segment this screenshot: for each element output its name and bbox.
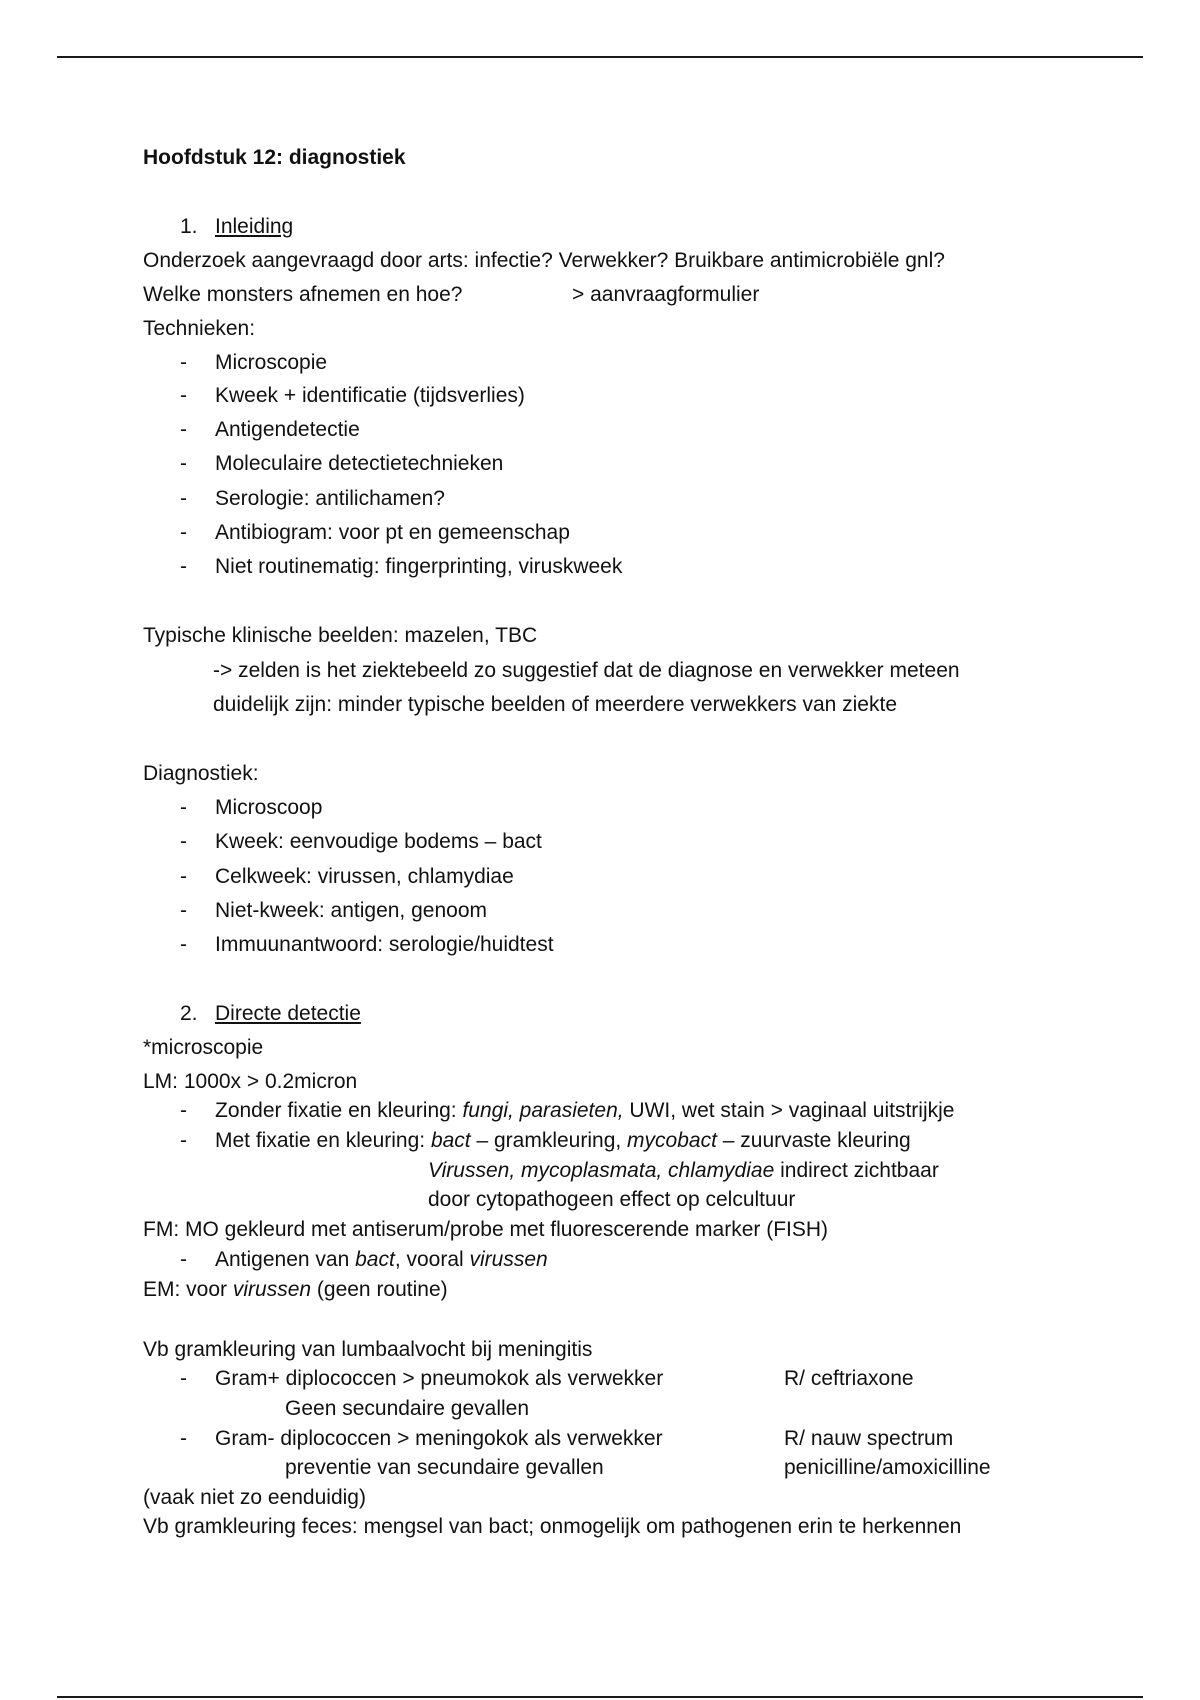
list-item: Moleculaire detectietechnieken — [215, 452, 504, 475]
list-bullet: - — [180, 1367, 187, 1390]
gram-positive-treatment: R/ ceftriaxone — [784, 1367, 914, 1390]
list-item: Microscopie — [215, 351, 328, 374]
list-bullet: - — [180, 1248, 187, 1271]
italic-run: virussen — [469, 1248, 548, 1271]
list-item: Kweek + identificatie (tijdsverlies) — [215, 384, 525, 407]
list-bullet: - — [180, 1099, 187, 1122]
intro-line-2-note: > aanvraagformulier — [572, 283, 760, 306]
page-title: Hoofdstuk 12: diagnostiek — [143, 146, 406, 169]
section1-number: 1. — [180, 215, 198, 238]
lm-item-fixation-cont-2: door cytopathogeen effect op celcultuur — [428, 1188, 796, 1211]
list-item: Celkweek: virussen, chlamydiae — [215, 865, 514, 888]
text-run: Zonder fixatie en kleuring: — [215, 1099, 463, 1122]
list-bullet: - — [180, 933, 187, 956]
bottom-rule — [57, 1696, 1143, 1698]
example-1-label: Vb gramkleuring van lumbaalvocht bij meningitis — [143, 1338, 593, 1361]
techniques-label: Technieken: — [143, 317, 256, 340]
section1-title: Inleiding — [215, 215, 294, 238]
intro-line-2: Welke monsters afnemen en hoe? — [143, 283, 463, 306]
top-rule — [57, 56, 1143, 58]
italic-run: bact — [430, 1129, 471, 1152]
list-bullet: - — [180, 899, 187, 922]
list-item: Serologie: antilichamen? — [215, 487, 445, 510]
diagnostics-label: Diagnostiek: — [143, 762, 259, 785]
list-bullet: - — [180, 555, 187, 578]
text-run: Met fixatie en kleuring: — [215, 1129, 431, 1152]
microscopy-subheading: *microscopie — [143, 1036, 264, 1059]
list-item: Antigendetectie — [215, 418, 360, 441]
text-run: indirect zichtbaar — [774, 1159, 939, 1182]
text-run: – zuurvaste kleuring — [716, 1129, 911, 1152]
gram-negative-treatment-1: R/ nauw spectrum — [784, 1427, 954, 1450]
list-bullet: - — [180, 521, 187, 544]
fm-line: FM: MO gekleurd met antiserum/probe met fluorescerende marker (FISH) — [143, 1218, 829, 1241]
example-2-label: Vb gramkleuring feces: mengsel van bact; onmogelijk om pathogenen erin te herkennen — [143, 1515, 962, 1538]
text-run: EM: voor — [143, 1278, 233, 1301]
fm-item — [215, 1247, 548, 1273]
text-run: UWI, wet stain > vaginaal uitstrijkje — [623, 1099, 955, 1122]
list-bullet: - — [180, 1427, 187, 1450]
text-run: (geen routine) — [311, 1278, 448, 1301]
gram-negative-treatment-2: penicilline/amoxicilline — [784, 1456, 991, 1479]
gram-negative-item: Gram- diplococcen > meningokok als verwekker — [215, 1427, 663, 1450]
italic-run: Virussen, mycoplasmata, chlamydiae — [428, 1159, 775, 1182]
list-bullet: - — [180, 865, 187, 888]
list-bullet: - — [180, 487, 187, 510]
list-item: Niet-kweek: antigen, genoom — [215, 899, 487, 922]
list-bullet: - — [180, 384, 187, 407]
text-run: – gramkleuring, — [470, 1129, 628, 1152]
list-bullet: - — [180, 351, 187, 374]
typical-note-2: duidelijk zijn: minder typische beelden of meerdere verwekkers van ziekte — [213, 693, 897, 716]
list-bullet: - — [180, 1129, 187, 1152]
typical-label: Typische klinische beelden: mazelen, TBC — [143, 624, 538, 647]
lm-item-fixation — [215, 1128, 911, 1154]
list-bullet: - — [180, 830, 187, 853]
em-line — [143, 1277, 448, 1303]
italic-run: mycobact — [627, 1129, 717, 1152]
italic-run: virussen — [232, 1278, 312, 1301]
gram-positive-note: Geen secundaire gevallen — [285, 1397, 530, 1420]
typical-note-1: -> zelden is het ziektebeeld zo suggestief dat de diagnose en verwekker meteen — [213, 659, 960, 682]
italic-run: bact — [355, 1248, 395, 1271]
list-item: Microscoop — [215, 796, 323, 819]
list-item: Antibiogram: voor pt en gemeenschap — [215, 521, 570, 544]
section2-number: 2. — [180, 1002, 198, 1025]
lm-item-no-fixation — [215, 1098, 954, 1124]
lm-item-fixation-cont-1 — [428, 1158, 939, 1184]
list-bullet: - — [180, 418, 187, 441]
gram-positive-item: Gram+ diplococcen > pneumokok als verwekker — [215, 1367, 664, 1390]
list-item: Kweek: eenvoudige bodems – bact — [215, 830, 542, 853]
text-run: , vooral — [394, 1248, 470, 1271]
list-bullet: - — [180, 796, 187, 819]
list-bullet: - — [180, 452, 187, 475]
section2-title: Directe detectie — [215, 1002, 361, 1025]
intro-line-1: Onderzoek aangevraagd door arts: infectie? Verwekker? Bruikbare antimicrobiële gnl? — [143, 249, 945, 272]
ambiguity-note: (vaak niet zo eenduidig) — [143, 1486, 366, 1509]
list-item: Niet routinematig: fingerprinting, viruskweek — [215, 555, 623, 578]
list-item: Immuunantwoord: serologie/huidtest — [215, 933, 554, 956]
italic-run: fungi, parasieten, — [462, 1099, 624, 1122]
gram-negative-note: preventie van secundaire gevallen — [285, 1456, 604, 1479]
lm-line: LM: 1000x > 0.2micron — [143, 1070, 358, 1093]
text-run: Antigenen van — [215, 1248, 356, 1271]
